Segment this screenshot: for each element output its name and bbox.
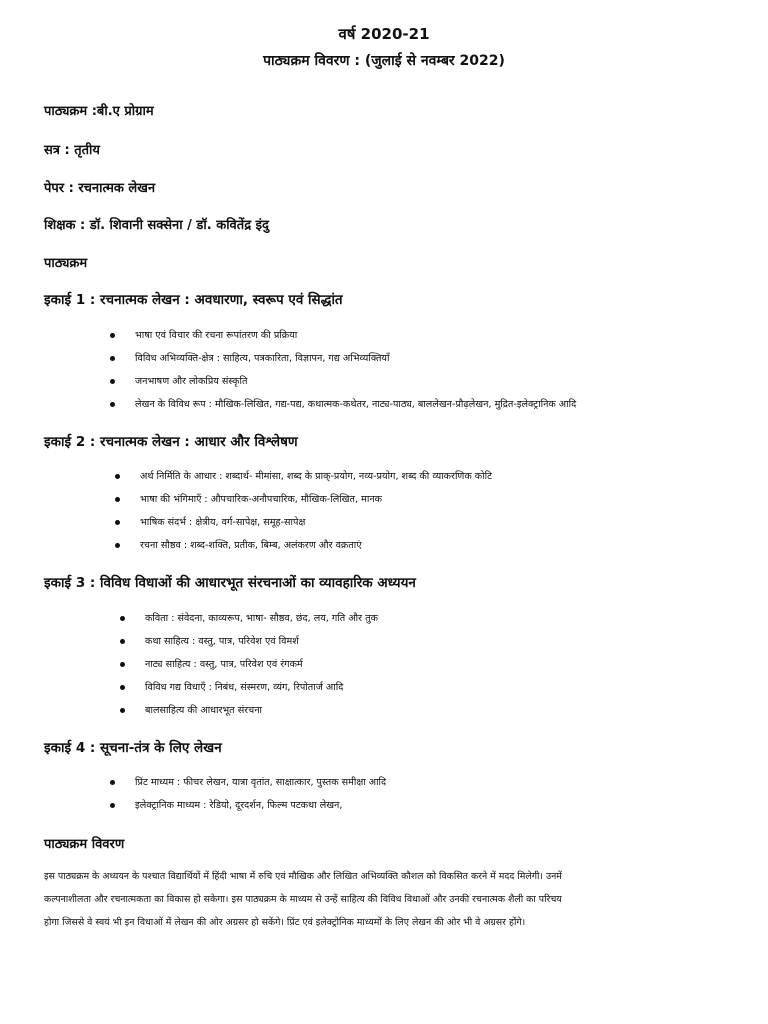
list-item: नाट्य साहित्य : वस्तु, पात्र, परिवेश एवं रंगकर्म [145, 653, 378, 676]
syllabus-label: पाठ्यक्रम [44, 256, 88, 271]
description-line: होगा जिससे वे स्वयं भी इन विधाओं में लेखन की ओर अग्रसर हो सकेंगे। प्रिंट एवं इलेक्ट्रोनिक माध्यमों के लिए लेखन की ओर भी वे अग्रसर होंगे। [44, 917, 526, 928]
list-item: कथा साहित्य : वस्तु, पात्र, परिवेश एवं विमर्श [145, 630, 378, 653]
description-paragraph [44, 865, 734, 934]
list-item: लेखन के विविध रूप : मौखिक-लिखित, गद्य-पद्य, कथात्मक-कथेतर, नाट्य-पाठ्य, बाललेखन-प्रौढ़लेखन, मुद्रित-इलेक्ट्रानिक आदि [135, 393, 576, 416]
list-item: अर्थ निर्मिति के आधार : शब्दार्थ- मीमांसा, शब्द के प्राक्-प्रयोग, नव्य-प्रयोग, शब्द की व्याकरणिक कोटि [140, 465, 492, 488]
unit-3-list [145, 607, 378, 722]
list-item: भाषा एवं विचार की रचना रूपांतरण की प्रक्रिया [135, 324, 576, 347]
document-year: वर्ष 2020-21 [338, 25, 430, 43]
teacher-line: शिक्षक : डॉ. शिवानी सक्सेना / डॉ. कवितेंद्र इंदु [44, 218, 269, 233]
list-item: प्रिंट माध्यम : फीचर लेखन, यात्रा वृतांत, साक्षात्कार, पुस्तक समीक्षा आदि [135, 771, 386, 794]
semester-line: सत्र : तृतीय [44, 143, 100, 158]
unit-4-heading: इकाई 4 : सूचना-तंत्र के लिए लेखन [44, 740, 222, 756]
list-item: विविध गद्य विधाएँ : निबंध, संस्मरण, व्यंग, रिपोतार्ज आदि [145, 676, 378, 699]
unit-2-heading: इकाई 2 : रचनात्मक लेखन : आधार और विश्लेषण [44, 434, 298, 450]
description-heading: पाठ्यक्रम विवरण [44, 837, 125, 852]
paper-line: पेपर : रचनात्मक लेखन [44, 181, 156, 196]
list-item: बालसाहित्य की आधारभूत संरचना [145, 699, 378, 722]
list-item: जनभाषण और लोकप्रिय संस्कृति [135, 370, 576, 393]
unit-2-list [140, 465, 492, 557]
document-title: पाठ्यक्रम विवरण : (जुलाई से नवम्बर 2022) [263, 53, 505, 69]
unit-1-list [135, 324, 576, 416]
list-item: भाषा की भंगिमाएँ : औपचारिक-अनौपचारिक, मौखिक-लिखित, मानक [140, 488, 492, 511]
list-item: इलेक्ट्रानिक माध्यम : रेडियो, दूरदर्शन, फिल्म पटकथा लेखन, [135, 794, 386, 817]
description-line: इस पाठ्यक्रम के अध्ययन के पश्चात विद्यार्थियों में हिंदी भाषा में रुचि एवं मौखिक और लिखित अभिव्यक्ति कौशल को विकसित करने में मदद मिलेगी। उनमें [44, 871, 562, 882]
unit-4-list [135, 771, 386, 817]
list-item: रचना सौष्ठव : शब्द-शक्ति, प्रतीक, बिम्ब, अलंकरण और वक्रताएं [140, 534, 492, 557]
list-item: भाषिक संदर्भ : क्षेत्रीय, वर्ग-सापेक्ष, समूह-सापेक्ष [140, 511, 492, 534]
course-line: पाठ्यक्रम :बी.ए प्रोग्राम [44, 104, 154, 119]
unit-3-heading: इकाई 3 : विविध विधाओं की आधारभूत संरचनाओं का व्यावहारिक अध्ययन [44, 575, 416, 591]
list-item: विविध अभिव्यक्ति-क्षेत्र : साहित्य, पत्रकारिता, विज्ञापन, गद्य अभिव्यक्तियाँ [135, 347, 576, 370]
unit-1-heading: इकाई 1 : रचनात्मक लेखन : अवधारणा, स्वरूप एवं सिद्धांत [44, 292, 343, 308]
list-item: कविता : संवेदना, काव्यरूप, भाषा- सौष्ठव, छंद, लय, गति और तुक [145, 607, 378, 630]
description-line: कल्पनाशीलता और रचनात्मकता का विकास हो सकेगा। इस पाठ्यक्रम के माध्यम से उन्हें साहित्य की विविध विधाओं और उनकी रचनात्मक शैली का परिचय [44, 894, 562, 905]
